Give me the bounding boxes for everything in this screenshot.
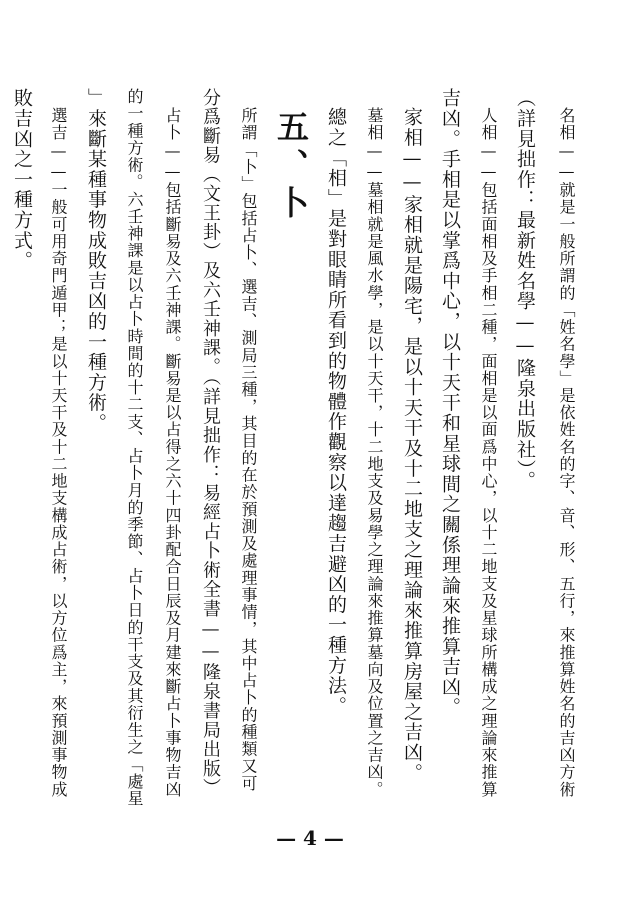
paragraph-line: 總之「相」是對眼睛所看到的物體作觀察以達趨吉避凶的一種方法。 <box>325 107 347 716</box>
paragraph-line: 墓相——墓相就是風水學，是以十天干，十二地支及易學之理論來推算墓向及位置之吉凶。 <box>365 107 384 798</box>
paragraph-line: 占卜——包括斷易及六壬神課。斷易是以占得之六十四卦配合日辰及月建來斷占卜事物吉凶 <box>163 107 182 798</box>
paragraph-line: 所謂「卜」包括占卜、選吉、測局三種，其目的在於預測及處理事情，其中占卜的種類又可 <box>239 107 258 792</box>
paragraph-line: 吉凶。手相是以掌爲中心，以十天干和星球間之關係理論來推算吉凶。 <box>439 88 461 718</box>
paragraph-line: 敗吉凶之一種方式。 <box>11 88 33 271</box>
section-heading: 五、卜 <box>272 110 310 224</box>
paragraph-line: 家相——家相就是陽宅，是以十天干及十二地支之理論來推算房屋之吉凶。 <box>401 107 423 783</box>
paragraph-line: 分爲斷易（文王卦）及六壬神課。（詳見拙作：易經占卜術全書——隆泉書局出版） <box>200 88 221 798</box>
paragraph-line: 」來斷某種事物成敗吉凶的一種方術。 <box>85 88 107 434</box>
page-number: — 4 — <box>276 826 344 850</box>
paragraph-line: 選吉——一般可用奇門遁甲；是以十天干及十二地支構成占術，以方位爲主，來預測事物成 <box>49 107 68 798</box>
paragraph-line: 名相——就是一般所謂的「姓名學」是依姓名的字、音、形、五行，來推算姓名的吉凶方術 <box>557 107 576 798</box>
paragraph-line: 的一種方術。六壬神課是以占卜時間的十二支、占卜月的季節、占卜日的干支及其衍生之「處星 <box>125 88 144 808</box>
paragraph-line: （詳見拙作：最新姓名學——隆泉出版社）。 <box>514 88 536 491</box>
paragraph-line: 人相——包括面相及手相二種，面相是以面爲中心，以十二地支及星球所構成之理論來推算 <box>479 107 498 798</box>
